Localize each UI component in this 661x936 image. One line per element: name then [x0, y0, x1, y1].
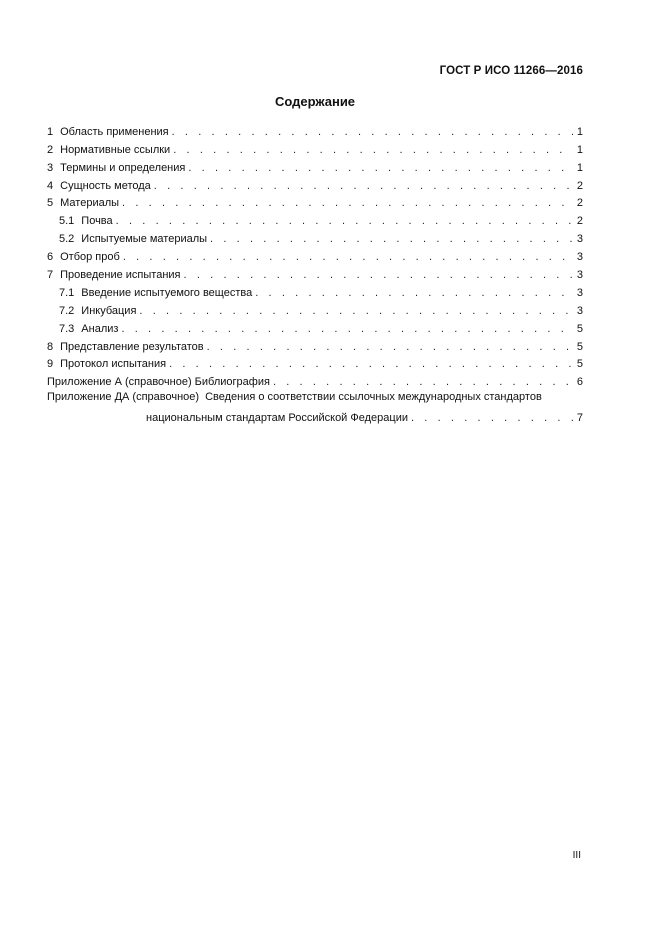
page-number: III	[572, 850, 581, 861]
toc-entry-8[interactable]	[47, 335, 583, 353]
toc-entry-label: Почва	[81, 215, 113, 228]
toc-entry-label: Нормативные ссылки	[60, 143, 171, 156]
toc-entry-5-1[interactable]	[47, 209, 583, 227]
toc-leader-dots	[188, 162, 573, 174]
toc-entry-page: 2	[576, 215, 583, 228]
standard-code-header: ГОСТ Р ИСО 11266—2016	[439, 65, 583, 77]
appendix-da-first-line	[47, 391, 583, 407]
toc-entry-page: 3	[576, 269, 583, 282]
toc-leader-dots	[411, 412, 573, 424]
toc-leader-dots	[210, 233, 573, 245]
toc-entry-label: Протокол испытания	[60, 358, 167, 371]
toc-entry-page: 5	[576, 340, 583, 353]
toc-entry-number: 2	[47, 143, 54, 156]
toc-title: Содержание	[274, 94, 356, 109]
toc-entry-label: Анализ	[81, 322, 119, 335]
toc-entry-7-1[interactable]	[47, 281, 583, 299]
toc-entry-page: 3	[576, 251, 583, 264]
toc-entry-label: Сущность метода	[60, 179, 151, 192]
toc-entry-page: 3	[576, 286, 583, 299]
toc-entry-3[interactable]	[47, 156, 583, 174]
toc-entry-label: Представление результатов	[60, 340, 204, 353]
toc-entry-label: Инкубация	[81, 304, 137, 317]
toc-entry-number: 3	[47, 161, 54, 174]
toc-entry-label: Материалы	[60, 197, 120, 210]
toc-entry-1[interactable]	[47, 120, 583, 138]
toc-entry-4[interactable]	[47, 174, 583, 192]
toc-entry-page: 3	[576, 233, 583, 246]
toc-entry-page: 1	[576, 125, 583, 138]
appendix-da-second-line	[47, 407, 583, 424]
toc-entry-7-2[interactable]	[47, 299, 583, 317]
toc-leader-dots	[273, 376, 573, 388]
appendix-da-title-line1: Сведения о соответствии ссылочных международных стандартов	[205, 391, 542, 404]
table-of-contents	[47, 120, 583, 424]
toc-entry-number: 4	[47, 179, 54, 192]
toc-entry-5[interactable]	[47, 192, 583, 210]
toc-entry-label: Проведение испытания	[60, 269, 181, 282]
toc-entry-number: 7.2	[59, 304, 75, 317]
toc-entry-6[interactable]	[47, 245, 583, 263]
toc-entry-number: 6	[47, 251, 54, 264]
toc-entry-page: 5	[576, 322, 583, 335]
toc-entry-label: Испытуемые материалы	[81, 233, 208, 246]
toc-entry-page: 2	[576, 179, 583, 192]
toc-entry-number: 7.3	[59, 322, 75, 335]
toc-leader-dots	[184, 269, 573, 281]
toc-entry-9[interactable]	[47, 353, 583, 371]
toc-leader-dots	[169, 358, 573, 370]
toc-entry-page: 3	[576, 304, 583, 317]
toc-leader-dots	[255, 287, 573, 299]
toc-entry-5-2[interactable]	[47, 227, 583, 245]
toc-leader-dots	[121, 323, 573, 335]
toc-entry-page: 5	[576, 358, 583, 371]
toc-entry-number: 7	[47, 269, 54, 282]
toc-entry-page: 1	[576, 161, 583, 174]
toc-leader-dots	[123, 251, 573, 263]
toc-entry-number: 9	[47, 358, 54, 371]
toc-entry-number: 1	[47, 125, 54, 138]
toc-entry-number: 5.2	[59, 233, 75, 246]
toc-entry-page: 6	[576, 376, 583, 389]
toc-entry-number: 5.1	[59, 215, 75, 228]
toc-entry-7-3[interactable]	[47, 317, 583, 335]
toc-entry-page: 1	[576, 143, 583, 156]
toc-entry-number: 8	[47, 340, 54, 353]
toc-leader-dots	[154, 180, 573, 192]
toc-entry-2[interactable]	[47, 138, 583, 156]
toc-entry-label: Область применения	[60, 125, 169, 138]
toc-entry-appendix-da[interactable]	[47, 388, 583, 424]
toc-leader-dots	[172, 126, 573, 138]
toc-entry-number: 7.1	[59, 286, 75, 299]
toc-entry-label: Введение испытуемого вещества	[81, 286, 253, 299]
toc-leader-dots	[122, 197, 573, 209]
toc-leader-dots	[173, 144, 573, 156]
toc-leader-dots	[139, 305, 573, 317]
appendix-da-title-line2: национальным стандартам Российской Федерации	[146, 412, 408, 425]
appendix-da-prefix: Приложение ДА (справочное)	[47, 391, 200, 404]
toc-entry-appendix-a[interactable]	[47, 370, 583, 388]
toc-entry-7[interactable]	[47, 263, 583, 281]
toc-entry-label: Термины и определения	[60, 161, 186, 174]
toc-entry-page: 2	[576, 197, 583, 210]
toc-leader-dots	[207, 341, 573, 353]
toc-entry-label: Отбор проб	[60, 251, 120, 264]
toc-leader-dots	[116, 215, 573, 227]
toc-entry-label: Приложение А (справочное) Библиография	[47, 376, 270, 389]
toc-entry-number: 5	[47, 197, 54, 210]
toc-entry-page: 7	[576, 412, 583, 425]
